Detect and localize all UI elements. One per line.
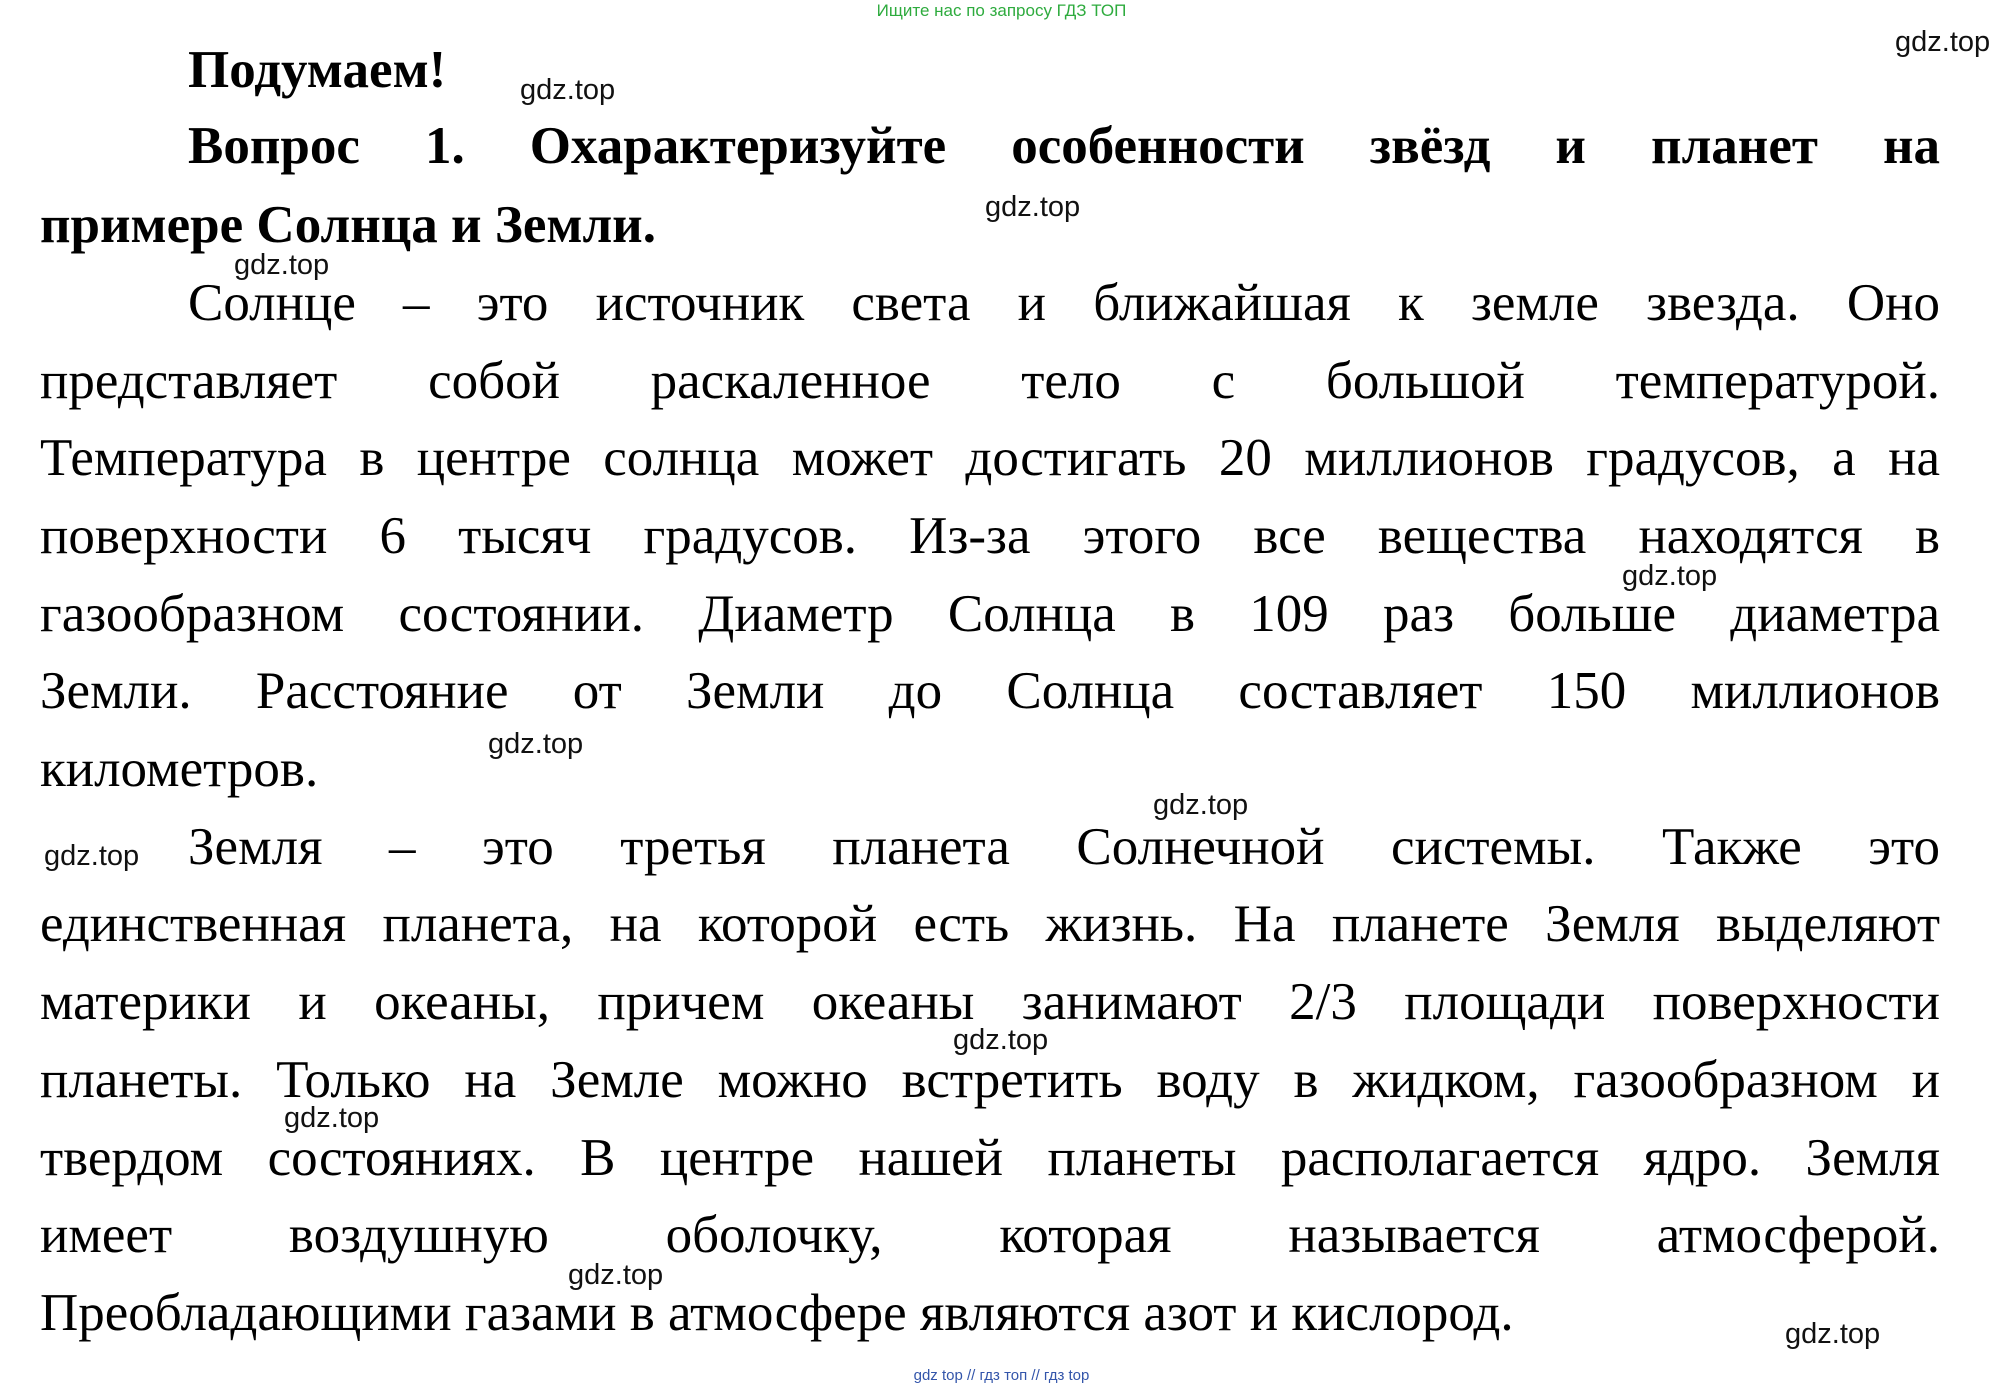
- footer-banner: gdz top // гдз топ // гдз top: [913, 1367, 1090, 1384]
- paragraph-line: Преобладающими газами в атмосфере являются азот и кислород.: [40, 1284, 1514, 1342]
- watermark: gdz.top: [1895, 26, 1991, 58]
- paragraph-line: километров.: [40, 740, 319, 798]
- watermark: gdz.top: [1153, 789, 1249, 821]
- watermark: gdz.top: [953, 1024, 1049, 1056]
- question-line: Вопрос 1. Охарактеризуйте особенности звёзд и планет на: [188, 117, 1940, 175]
- watermark: gdz.top: [1785, 1318, 1881, 1350]
- watermark: gdz.top: [488, 728, 584, 760]
- watermark: gdz.top: [520, 74, 616, 106]
- watermark: gdz.top: [1622, 560, 1718, 592]
- watermark: gdz.top: [985, 191, 1081, 223]
- question-line: примере Солнца и Земли.: [40, 196, 656, 254]
- watermark: gdz.top: [568, 1259, 664, 1291]
- paragraph-line: материки и океаны, причем океаны занимают 2/3 площади поверхности: [40, 973, 1940, 1031]
- paragraph-line: представляет собой раскаленное тело с большой температурой.: [40, 352, 1940, 410]
- watermark: gdz.top: [44, 840, 140, 872]
- paragraph-line: Солнце – это источник света и ближайшая к земле звезда. Оно: [188, 274, 1940, 332]
- paragraph-line: Температура в центре солнца может достигать 20 миллионов градусов, а на: [40, 429, 1940, 487]
- paragraph-line: Земля – это третья планета Солнечной системы. Также это: [188, 818, 1940, 876]
- page-heading: Подумаем!: [188, 41, 447, 99]
- paragraph-line: единственная планета, на которой есть жизнь. На планете Земля выделяют: [40, 895, 1940, 953]
- paragraph-line: поверхности 6 тысяч градусов. Из-за этого все вещества находятся в: [40, 507, 1940, 565]
- top-banner: Ищите нас по запросу ГДЗ ТОП: [876, 1, 1127, 20]
- paragraph-line: твердом состояниях. В центре нашей планеты располагается ядро. Земля: [40, 1129, 1940, 1187]
- watermark: gdz.top: [284, 1102, 380, 1134]
- paragraph-line: планеты. Только на Земле можно встретить воду в жидком, газообразном и: [40, 1051, 1940, 1109]
- paragraph-line: имеет воздушную оболочку, которая называется атмосферой.: [40, 1206, 1940, 1264]
- paragraph-line: газообразном состоянии. Диаметр Солнца в 109 раз больше диаметра: [40, 585, 1940, 643]
- paragraph-line: Земли. Расстояние от Земли до Солнца составляет 150 миллионов: [40, 662, 1940, 720]
- watermark: gdz.top: [234, 249, 330, 281]
